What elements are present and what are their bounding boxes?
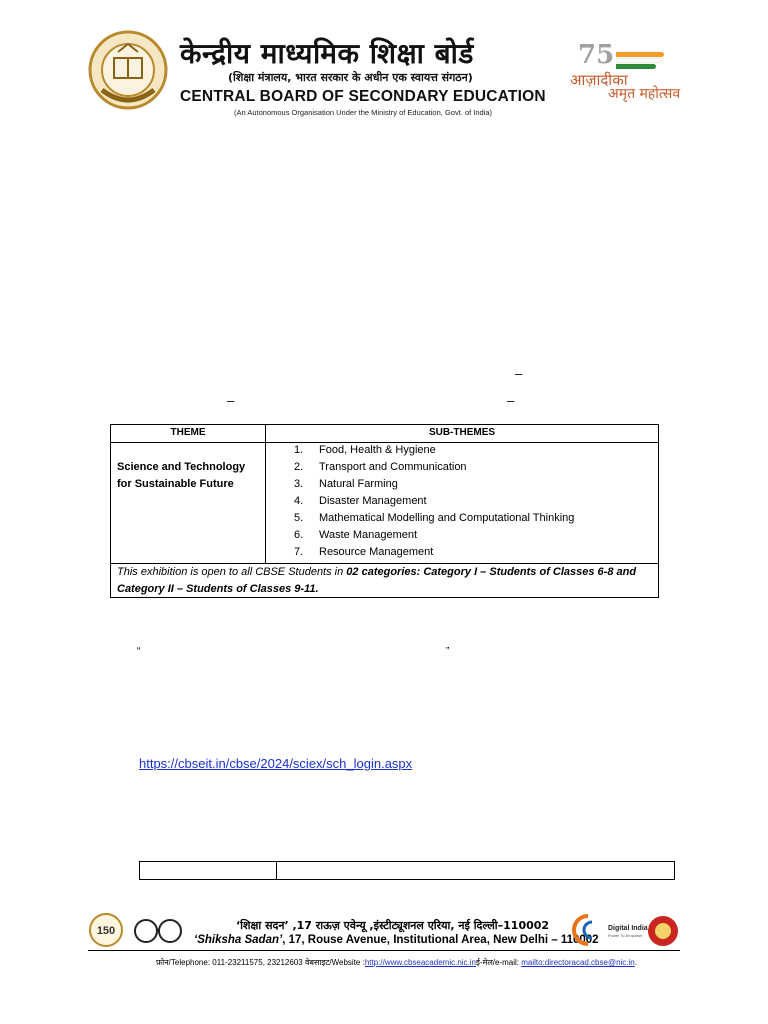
theme-table [110,424,659,598]
hindi-title: केन्द्रीय माध्यमिक शिक्षा बोर्ड [180,37,474,70]
list-item: 7. Resource Management [294,546,434,558]
email-link[interactable]: mailto:directoracad.cbse@nic.in [521,958,635,967]
subthemes-list [294,442,574,561]
footer-hindi-address: ‘शिक्षा सदन’ ,17 राऊज़ एवेन्यू ,इंस्टीट्यूशनल एरिया, नई दिल्ली–110002 [236,919,550,932]
digital-india-text: Digital India [608,925,648,932]
akam-text-line1: आज़ादीका [570,71,628,89]
akam-number: 75 [578,40,615,70]
table-rule [276,862,277,879]
list-item: 2. Transport and Communication [294,461,467,473]
table-header-theme: THEME [170,427,206,438]
hindi-subtitle: ( शिक्षा मंत्रालय, भारत सरकार के अधीन एक स्वायत्त संगठन ) [228,70,473,85]
table-rule [265,425,266,563]
flag-icon [616,52,666,70]
list-item: 3. Natural Farming [294,478,398,490]
registration-link[interactable]: https://cbseit.in/cbse/2024/sciex/sch_login.aspx [139,756,413,771]
open-quote: “ [137,646,141,657]
150-years-logo [88,912,124,948]
akam-text-line2: अमृत महोत्सव [608,86,681,102]
list-item: 6. Waste Management [294,529,418,541]
english-title: CENTRAL BOARD OF SECONDARY EDUCATION [180,88,546,105]
footer-english-address: ‘Shiksha Sadan’, 17, Rouse Avenue, Institutional Area, New Delhi – 110002 [194,934,599,946]
theme-cell: Science and Technology for Sustainable Future [117,461,246,490]
stray-dash: – [227,393,235,408]
list-item: 4. Disaster Management [294,495,427,507]
empty-table [139,861,675,880]
website-link[interactable]: http://www.cbseacademic.nic.in [364,958,476,967]
logo-number: 150 [96,925,116,937]
english-subtitle: (An Autonomous Organisation Under the Ministry of Education, Govt. of India) [234,108,493,117]
list-item: 5. Mathematical Modelling and Computational Thinking [294,512,575,524]
digital-india-logo [582,912,648,948]
table-header-subthemes: SUB-THEMES [428,427,496,438]
cbse-seal-logo [88,30,168,110]
swachh-bharat-glasses-icon [130,914,186,948]
list-item: 1. Food, Health & Hygiene [294,444,436,456]
footer-rule [88,950,680,951]
emblem-red-icon [646,914,680,948]
eligibility-note: This exhibition is open to all CBSE Students in 02 categories: Category I – Students of Classes 6-8 and Category II – Students of Classes 9-11. [117,566,637,595]
stray-dash: – [507,393,515,408]
close-quote: ” [446,646,450,657]
azadi-ka-amrit-mahotsav-logo [568,40,684,104]
stray-dash: – [515,366,523,381]
footer-contact: फ़ोन/Telephone: 011-23211575, 23212603 वेबसाइट/Website :http://www.cbseacademic.nic.inई-मेल/e-mail: mailto:directoracad.cbse@nic.in. [156,958,637,967]
digital-india-tagline: Power To Empower [608,933,643,938]
